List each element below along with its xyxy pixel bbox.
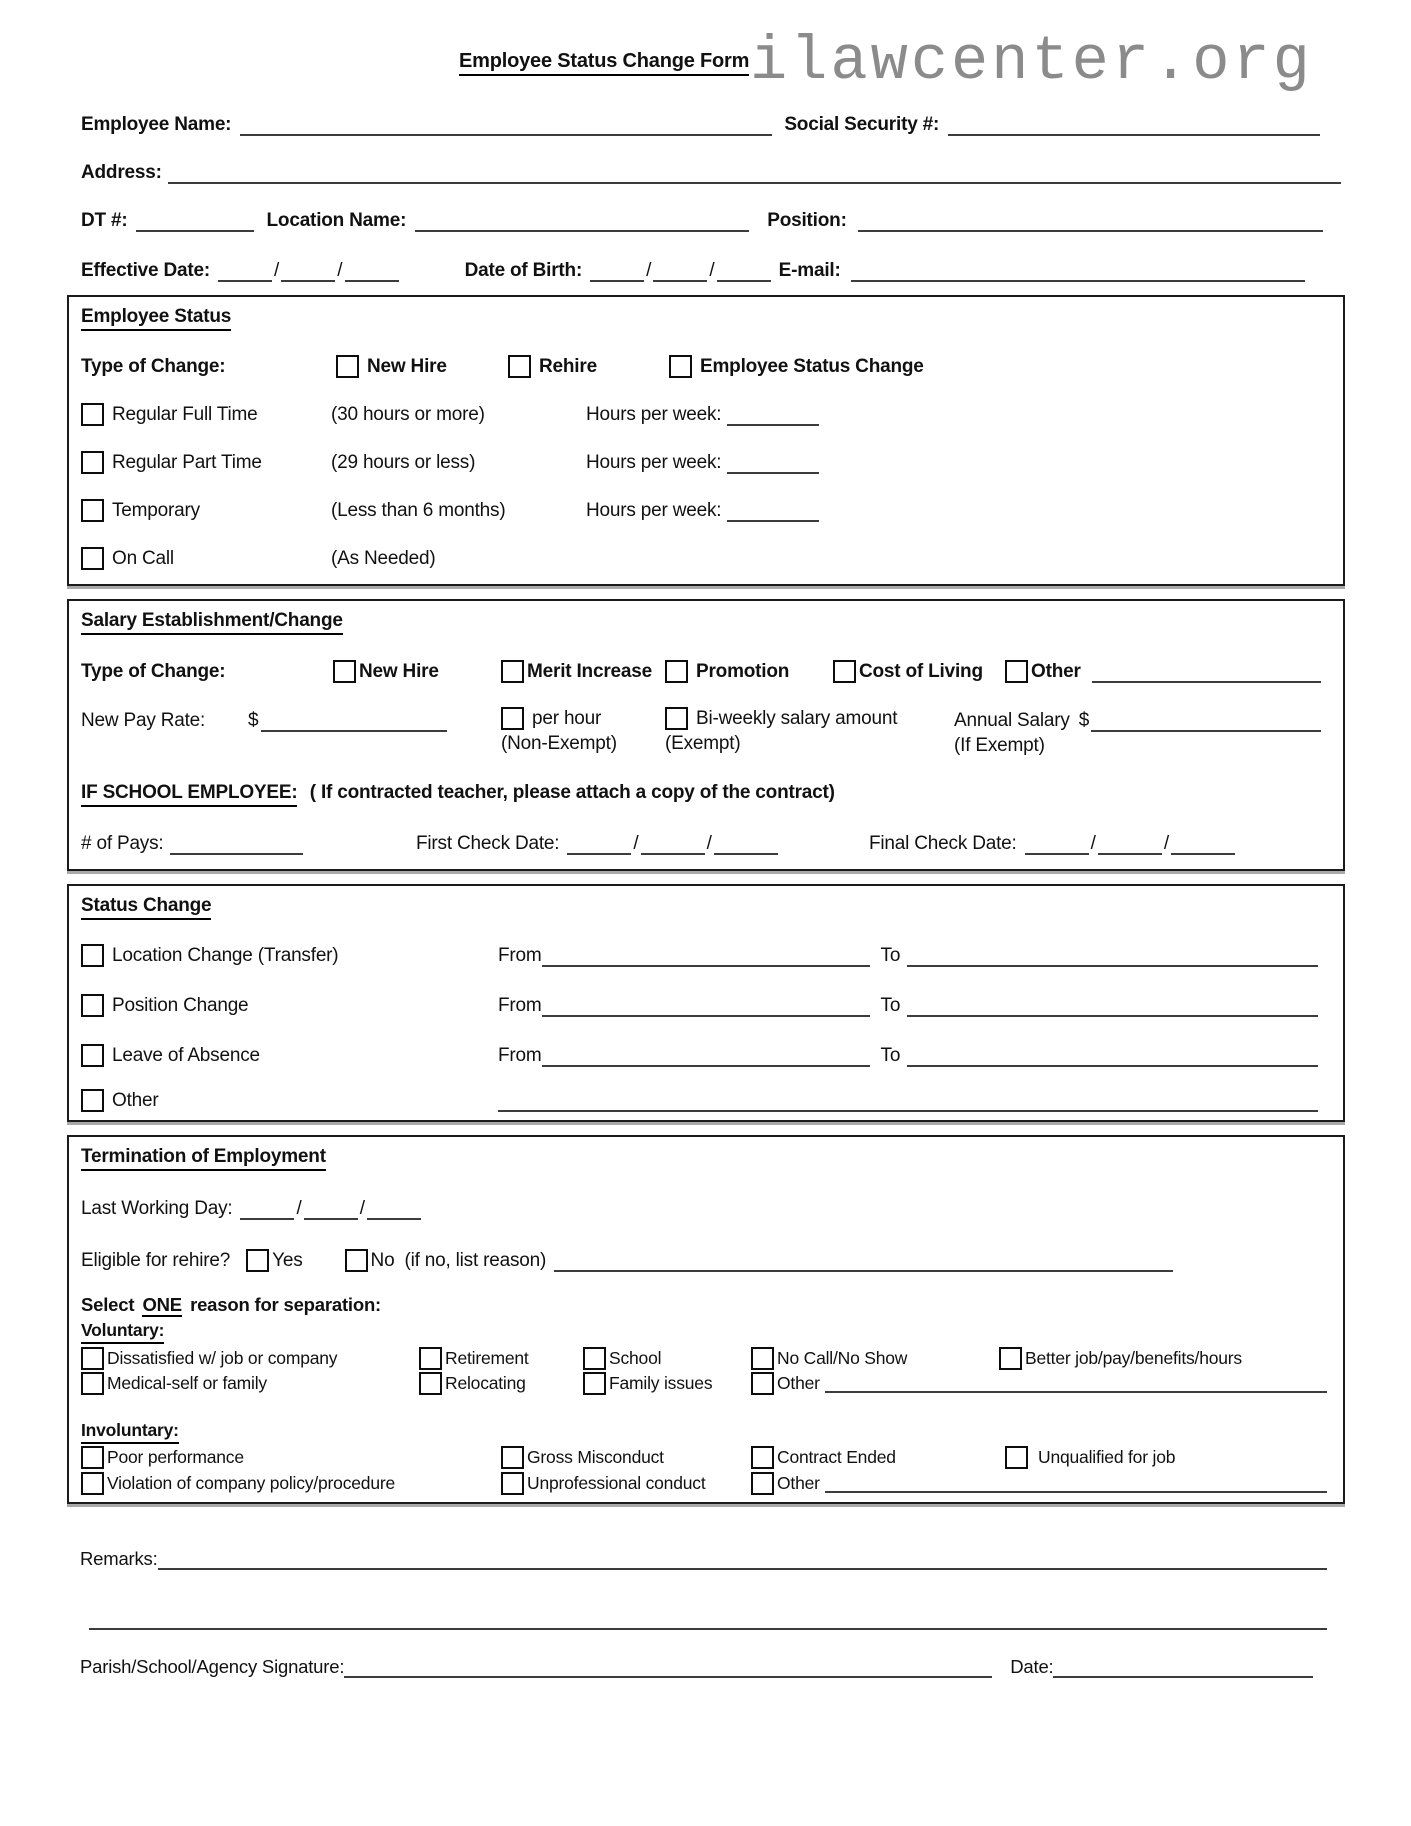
annual-salary-sub-label: (If Exempt) [954, 735, 1045, 756]
annual-salary-field[interactable] [1091, 710, 1321, 732]
policy-violation-checkbox[interactable] [81, 1472, 104, 1495]
gross-misconduct-checkbox[interactable] [501, 1446, 524, 1469]
involuntary-label-row [81, 1419, 1331, 1444]
employee-status-change-label: Employee Status Change [700, 355, 924, 377]
rehire-no-checkbox[interactable] [345, 1249, 368, 1272]
identity-fields [67, 114, 1345, 282]
to-field[interactable] [907, 945, 1318, 967]
to-label: To [880, 995, 901, 1016]
unprofessional-conduct-label: Unprofessional conduct [527, 1473, 706, 1493]
date-segment[interactable] [1171, 835, 1235, 855]
status-change-section [67, 884, 1345, 1122]
ssn-field[interactable] [948, 114, 1320, 136]
biweekly-checkbox[interactable] [665, 707, 688, 730]
rehire-yes-label: Yes [272, 1249, 303, 1271]
location-change-label: Location Change (Transfer) [112, 944, 339, 966]
temporary-checkbox[interactable] [81, 499, 104, 522]
no-call-no-show-checkbox[interactable] [751, 1347, 774, 1370]
position-change-label: Position Change [112, 994, 249, 1016]
salary-other-label: Other [1031, 660, 1081, 682]
from-label: From [498, 945, 542, 966]
salary-section [67, 599, 1345, 871]
position-change-checkbox[interactable] [81, 994, 104, 1017]
salary-other-field[interactable] [1092, 661, 1321, 683]
better-job-checkbox[interactable] [999, 1347, 1022, 1370]
retirement-checkbox[interactable] [419, 1347, 442, 1370]
date-slash: / [1090, 833, 1096, 854]
policy-violation-label: Violation of company policy/procedure [107, 1473, 396, 1493]
school-employee-label: IF SCHOOL EMPLOYEE: [81, 782, 297, 807]
date-slash: / [1163, 833, 1170, 854]
per-hour-checkbox[interactable] [501, 707, 524, 730]
date-segment[interactable] [590, 262, 644, 282]
last-working-day-label: Last Working Day: [81, 1198, 233, 1219]
effective-date-field[interactable] [218, 260, 399, 282]
salary-new-hire-checkbox[interactable] [333, 660, 356, 683]
date-segment[interactable] [304, 1200, 358, 1220]
date-slash: / [337, 260, 343, 281]
dt-label: DT #: [81, 210, 128, 231]
date-slash: / [359, 1198, 366, 1219]
select-reason-row [81, 1294, 1331, 1316]
location-change-row [81, 944, 1331, 967]
date-segment[interactable] [641, 835, 705, 855]
school-employee-note: ( If contracted teacher, please attach a copy of the contract) [309, 782, 835, 803]
to-label: To [880, 945, 901, 966]
status-other-checkbox[interactable] [81, 1089, 104, 1112]
rehire-no-label: No [370, 1249, 395, 1271]
from-label: From [498, 995, 542, 1016]
contract-ended-label: Contract Ended [777, 1447, 896, 1467]
contract-ended-checkbox[interactable] [751, 1446, 774, 1469]
voluntary-row-2 [81, 1372, 1331, 1395]
position-change-row [81, 994, 1331, 1017]
position-label: Position: [767, 210, 847, 231]
dob-label: Date of Birth: [464, 260, 583, 281]
unqualified-checkbox[interactable] [1005, 1446, 1028, 1469]
regular-full-time-detail: (30 hours or more) [331, 404, 485, 425]
salary-type-of-change-label: Type of Change: [81, 660, 226, 682]
to-field[interactable] [907, 1045, 1318, 1067]
rehire-label: Rehire [539, 355, 597, 377]
relocating-checkbox[interactable] [419, 1372, 442, 1395]
involuntary-label: Involuntary: [81, 1419, 179, 1444]
employee-name-field[interactable] [240, 114, 772, 136]
hours-per-week-field[interactable] [727, 500, 819, 522]
employee-status-section [67, 295, 1345, 586]
leave-of-absence-checkbox[interactable] [81, 1044, 104, 1067]
date-segment[interactable] [1098, 835, 1162, 855]
date-slash: / [646, 260, 652, 281]
date-label: Date: [1010, 1656, 1054, 1677]
dollar-sign: $ [1078, 710, 1090, 731]
date-segment[interactable] [714, 835, 778, 855]
date-segment[interactable] [240, 1200, 294, 1220]
regular-full-time-row [81, 403, 1331, 426]
temporary-detail: (Less than 6 months) [331, 500, 506, 521]
family-issues-checkbox[interactable] [583, 1372, 606, 1395]
date-segment[interactable] [345, 262, 399, 282]
date-segment[interactable] [717, 262, 771, 282]
date-segment[interactable] [567, 835, 631, 855]
to-label: To [880, 1045, 901, 1066]
dt-field[interactable] [136, 210, 254, 232]
email-label: E-mail: [778, 260, 841, 281]
signature-row [67, 1656, 1345, 1678]
promotion-label: Promotion [696, 660, 790, 682]
dollar-sign: $ [248, 710, 259, 731]
date-segment[interactable] [367, 1200, 421, 1220]
status-other-field[interactable] [498, 1090, 1318, 1112]
salary-type-of-change-row [81, 660, 1331, 683]
remarks-continued-field[interactable] [89, 1608, 1327, 1630]
signature-label: Parish/School/Agency Signature: [80, 1656, 345, 1677]
temporary-label: Temporary [112, 499, 200, 521]
eligible-rehire-label: Eligible for rehire? [81, 1250, 231, 1271]
date-segment[interactable] [281, 262, 335, 282]
new-hire-checkbox[interactable] [336, 355, 359, 378]
termination-heading: Termination of Employment [81, 1146, 326, 1171]
email-field[interactable] [851, 260, 1305, 282]
employee-status-change-checkbox[interactable] [669, 355, 692, 378]
leave-of-absence-label: Leave of Absence [112, 1044, 260, 1066]
unqualified-label: Unqualified for job [1038, 1447, 1176, 1467]
regular-part-time-checkbox[interactable] [81, 451, 104, 474]
from-field[interactable] [542, 1045, 870, 1067]
es-type-of-change-row [81, 355, 1331, 378]
new-pay-rate-label: New Pay Rate: [81, 710, 206, 731]
dates-email-row [81, 260, 1345, 282]
regular-part-time-row [81, 451, 1331, 474]
num-pays-field[interactable] [170, 833, 303, 855]
hours-per-week-label: Hours per week: [586, 452, 722, 473]
eligible-rehire-row [81, 1249, 1331, 1272]
status-change-heading: Status Change [81, 895, 211, 920]
involuntary-row-2 [81, 1472, 1331, 1495]
remarks-continued-row [67, 1608, 1345, 1630]
first-check-date-field[interactable] [567, 833, 778, 855]
name-ssn-row [81, 114, 1345, 136]
pays-row [81, 833, 1331, 855]
voluntary-label-row [81, 1319, 1331, 1344]
date-segment[interactable] [218, 262, 272, 282]
final-check-date-label: Final Check Date: [869, 833, 1017, 854]
signature-date-field[interactable] [1053, 1656, 1313, 1678]
first-check-date-label: First Check Date: [416, 833, 560, 854]
hours-per-week-field[interactable] [727, 452, 819, 474]
no-call-no-show-label: No Call/No Show [777, 1348, 908, 1368]
hours-per-week-field[interactable] [727, 404, 819, 426]
temporary-row [81, 499, 1331, 522]
remarks-field[interactable] [158, 1548, 1327, 1570]
regular-part-time-detail: (29 hours or less) [331, 452, 476, 473]
final-check-date-field[interactable] [1025, 833, 1236, 855]
effective-date-label: Effective Date: [81, 260, 210, 281]
unprofessional-conduct-checkbox[interactable] [501, 1472, 524, 1495]
dissatisfied-label: Dissatisfied w/ job or company [107, 1348, 338, 1368]
retirement-label: Retirement [445, 1348, 529, 1368]
date-slash: / [706, 833, 712, 854]
date-slash: / [709, 260, 715, 281]
biweekly-label: Bi-weekly salary amount [696, 707, 898, 729]
employee-name-label: Employee Name: [81, 114, 232, 135]
position-field[interactable] [858, 210, 1323, 232]
ssn-label: Social Security #: [784, 114, 940, 135]
medical-checkbox[interactable] [81, 1372, 104, 1395]
num-pays-label: # of Pays: [81, 833, 164, 854]
poor-performance-label: Poor performance [107, 1447, 244, 1467]
date-segment[interactable] [653, 262, 707, 282]
last-working-day-row [81, 1198, 1331, 1220]
remarks-label: Remarks: [80, 1548, 158, 1569]
dissatisfied-checkbox[interactable] [81, 1347, 104, 1370]
new-hire-label: New Hire [367, 355, 447, 377]
on-call-detail: (As Needed) [331, 548, 436, 569]
remarks-row [67, 1548, 1345, 1570]
biweekly-sub-label: (Exempt) [665, 733, 741, 754]
voluntary-other-checkbox[interactable] [751, 1372, 774, 1395]
location-name-field[interactable] [415, 210, 749, 232]
watermark-text: ilawcenter.org [750, 26, 1313, 97]
salary-other-checkbox[interactable] [1005, 660, 1028, 683]
cost-of-living-label: Cost of Living [859, 660, 983, 682]
better-job-label: Better job/pay/benefits/hours [1025, 1348, 1242, 1368]
poor-performance-checkbox[interactable] [81, 1446, 104, 1469]
employee-status-heading: Employee Status [81, 306, 231, 331]
involuntary-row-1 [81, 1446, 1331, 1469]
family-issues-label: Family issues [609, 1373, 713, 1393]
salary-new-hire-label: New Hire [359, 660, 439, 682]
promotion-checkbox[interactable] [665, 660, 688, 683]
no-reason-label: (if no, list reason) [404, 1250, 547, 1271]
school-checkbox[interactable] [583, 1347, 606, 1370]
voluntary-row-1 [81, 1347, 1331, 1370]
termination-section [67, 1135, 1345, 1504]
last-working-day-field[interactable] [240, 1198, 421, 1220]
select-one-word: ONE [142, 1294, 182, 1315]
salary-heading: Salary Establishment/Change [81, 610, 343, 635]
per-hour-sub-label: (Non-Exempt) [501, 733, 617, 754]
school-employee-row [81, 782, 1331, 807]
voluntary-other-field[interactable] [825, 1375, 1327, 1393]
leave-of-absence-row [81, 1044, 1331, 1067]
gross-misconduct-label: Gross Misconduct [527, 1447, 664, 1467]
date-segment[interactable] [1025, 835, 1089, 855]
form-header [67, 26, 1345, 100]
regular-full-time-label: Regular Full Time [112, 403, 258, 425]
on-call-row [81, 547, 1331, 570]
address-row [81, 162, 1345, 184]
hours-per-week-label: Hours per week: [586, 404, 722, 425]
status-other-label: Other [112, 1089, 159, 1111]
medical-label: Medical-self or family [107, 1373, 267, 1393]
new-pay-rate-row [81, 707, 1331, 757]
from-field[interactable] [542, 995, 870, 1017]
hours-per-week-label: Hours per week: [586, 500, 722, 521]
involuntary-other-checkbox[interactable] [751, 1472, 774, 1495]
merit-increase-checkbox[interactable] [501, 660, 524, 683]
date-slash: / [633, 833, 639, 854]
from-field[interactable] [542, 945, 870, 967]
status-other-row [81, 1089, 1331, 1112]
regular-part-time-label: Regular Part Time [112, 451, 262, 473]
regular-full-time-checkbox[interactable] [81, 403, 104, 426]
signature-field[interactable] [344, 1656, 992, 1678]
voluntary-label: Voluntary: [81, 1319, 164, 1344]
cost-of-living-checkbox[interactable] [833, 660, 856, 683]
school-label: School [609, 1348, 662, 1368]
voluntary-other-label: Other [777, 1373, 820, 1393]
address-label: Address: [81, 162, 162, 183]
per-hour-label: per hour [532, 707, 602, 729]
es-type-of-change-label: Type of Change: [81, 355, 226, 377]
date-slash: / [296, 1198, 302, 1219]
new-pay-rate-field[interactable] [261, 710, 447, 732]
relocating-label: Relocating [445, 1373, 526, 1393]
no-reason-field[interactable] [554, 1250, 1173, 1272]
to-field[interactable] [907, 995, 1318, 1017]
rehire-checkbox[interactable] [508, 355, 531, 378]
annual-salary-label: Annual Salary [954, 710, 1070, 731]
location-name-label: Location Name: [266, 210, 407, 231]
involuntary-other-field[interactable] [825, 1475, 1327, 1493]
dob-field[interactable] [590, 260, 771, 282]
on-call-checkbox[interactable] [81, 547, 104, 570]
select-suffix: reason for separation: [190, 1294, 382, 1315]
rehire-yes-checkbox[interactable] [246, 1249, 269, 1272]
from-label: From [498, 1045, 542, 1066]
page-title: Employee Status Change Form [459, 50, 749, 76]
involuntary-other-label: Other [777, 1473, 820, 1493]
select-prefix: Select [81, 1294, 135, 1315]
dt-location-position-row [81, 210, 1345, 232]
date-slash: / [274, 260, 280, 281]
merit-increase-label: Merit Increase [527, 660, 652, 682]
on-call-label: On Call [112, 547, 174, 569]
address-field[interactable] [168, 162, 1341, 184]
location-change-checkbox[interactable] [81, 944, 104, 967]
